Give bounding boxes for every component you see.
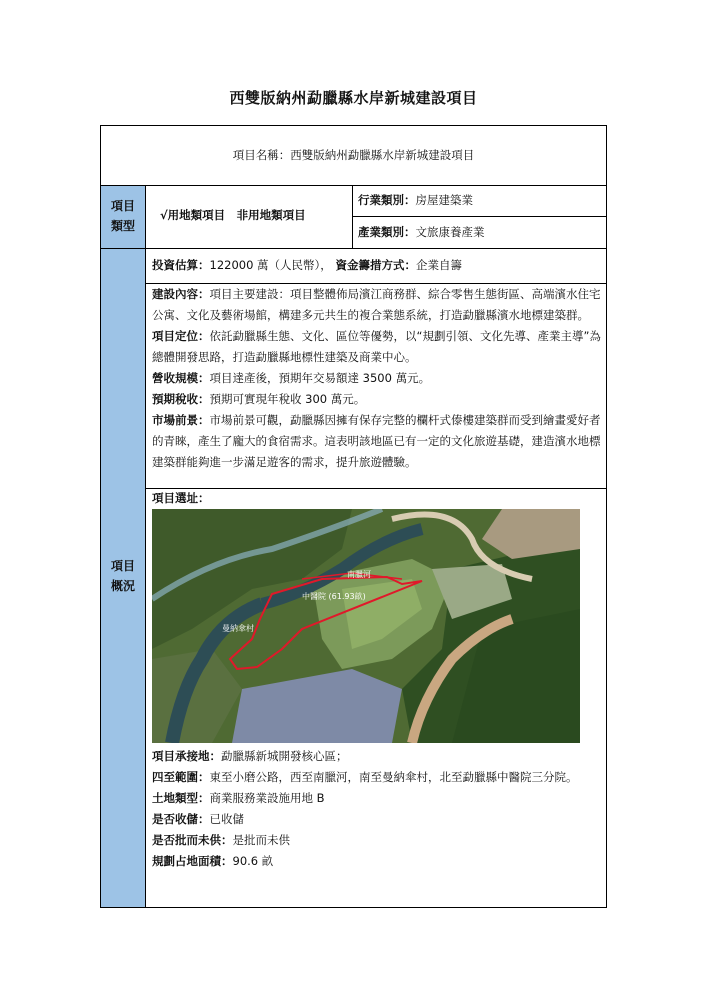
sector-label: 產業類別： [358,225,416,239]
revenue-label: 營收規模： [152,371,210,385]
table-border-left [100,125,101,908]
industry-label: 行業類別： [358,193,416,207]
boundary-range [152,767,604,788]
market-label: 市場前景： [152,413,210,427]
tax-label: 預期稅收： [152,392,210,406]
document-title: 西雙版納州勐臘縣水岸新城建設項目 [229,89,478,107]
approved-label: 是否批而未供： [152,833,233,847]
area-label: 規劃占地面積： [152,854,233,868]
site-details-block [152,746,604,872]
landtype-label: 土地類型： [152,791,210,805]
approved-not-supplied [152,830,604,851]
overview-label-line-1: 項目 [110,559,135,573]
industry-value: 房屋建築業 [415,193,473,207]
boundary-value: 東至小磨公路，西至南臘河，南至曼納傘村，北至勐臘縣中醫院三分院。 [209,770,578,784]
project-type-label-line-1: 項目 [110,199,135,213]
map-label-hospital: 中醫院 (61.93畝) [302,592,366,601]
area-value: 90.6 畝 [232,854,274,868]
overview-label-line-2: 概況 [110,579,135,593]
undertaking-location [152,746,604,767]
position-label: 項目定位： [152,329,210,343]
site-label: 項目選址： [152,491,210,505]
acquired-value: 已收儲 [209,812,244,826]
project-name-label: 項目名稱： [232,148,291,162]
land-type-options: √用地類項目 非用地類項目 [160,208,306,222]
content-divider [145,488,607,489]
project-name-value: 西雙版納州勐臘縣水岸新城建設項目 [290,148,475,162]
table-border-right [606,125,607,908]
sector-value: 文旅康養產業 [415,225,485,239]
land-acquired [152,809,604,830]
acquired-label: 是否收儲： [152,812,210,826]
landtype-value: 商業服務業設施用地 B [209,791,325,805]
construction-content [152,284,602,326]
row-divider-overview [100,248,607,249]
project-type-label-line-2: 類型 [110,219,135,233]
map-label-river: 南臘河 [347,570,371,579]
project-positioning [152,326,602,368]
content-value: 項目主要建設：項目整體佈局濱江商務群、綜合零售生態街區、高端濱水住宅公寓、文化及藝術場館，構建多元共生的複合業態系統，打造勐臘縣濱水地標建築群。 [152,287,601,322]
investment-label: 投資估算： [152,258,210,272]
boundary-label: 四至範圍： [152,770,210,784]
project-name-row [101,145,606,166]
market-value: 市場前景可觀，勐臘縣因擁有保存完整的欄杆式傣樓建築群而受到繪畫愛好者的青睞，產生了龐大的食宿需求。這表明該地區已有一定的文化旅遊基礎，建造濱水地標建築群能夠進一步滿足遊客的需求，提升旅遊體驗。 [152,413,601,469]
map-label-village: 曼納傘村 [222,624,254,633]
table-border-bottom [100,907,607,908]
undertaking-value: 勐臘縣新城開發核心區； [221,749,348,763]
position-value: 依託勐臘縣生態、文化、區位等優勢，以“規劃引領、文化先導、產業主導”為總體開發思路，打造勐臘縣地標性建築及商業中心。 [152,329,601,364]
content-block [152,284,602,473]
funding-value: 企業自籌 [415,258,462,272]
table-border-top [100,125,607,126]
overview-side-label [100,556,146,596]
tax-value: 預期可實現年稅收 300 萬元。 [209,392,366,406]
expected-tax [152,389,602,410]
label-column-divider [145,185,146,908]
approved-value: 是批而未供 [232,833,290,847]
content-label: 建設內容： [152,287,210,301]
sector-row [358,222,485,243]
investment-row [152,255,602,276]
land-type [152,788,604,809]
market-outlook [152,410,602,473]
planned-area [152,851,604,872]
funding-label: 資金籌措方式： [335,258,416,272]
row-divider-type [100,185,607,186]
revenue-value: 項目達產後，預期年交易額達 3500 萬元。 [209,371,431,385]
industry-row [358,190,473,211]
project-type-side-label [100,196,146,236]
revenue-scale [152,368,602,389]
site-satellite-map [152,509,580,743]
undertaking-label: 項目承接地： [152,749,221,763]
investment-value: 122000 萬（人民幣）， [209,258,332,272]
industry-divider [352,216,607,217]
